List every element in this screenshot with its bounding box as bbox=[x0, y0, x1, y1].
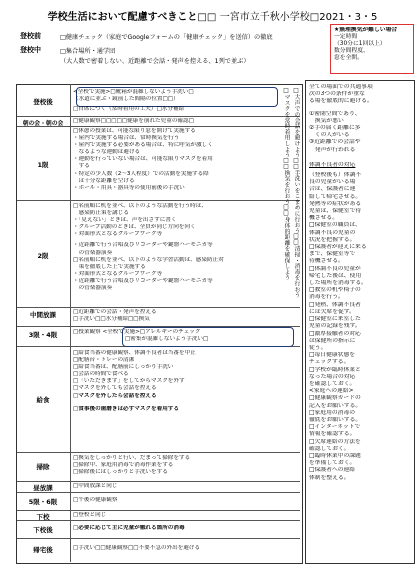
row-divider bbox=[17, 116, 300, 117]
cell-mid-break bbox=[73, 309, 295, 323]
cell-line: □給食当番の健康観察、体調不良者は当番を中止 bbox=[73, 350, 196, 356]
cell-line: の管楽器演奏 bbox=[73, 249, 113, 256]
right-line: チェックする。 bbox=[309, 359, 350, 366]
cell-line: □登校と同じ bbox=[73, 512, 107, 518]
right-line: ②手の届く距離に多 bbox=[309, 125, 361, 132]
cell-period56 bbox=[73, 497, 295, 504]
right-line: 徹底をお願いする。 bbox=[309, 416, 362, 423]
label-period34: 3限・4限 bbox=[28, 331, 58, 339]
right-line: 体調不良の児童の bbox=[309, 229, 356, 236]
label-cleaning: 掃除 bbox=[36, 463, 50, 471]
red-note-line1: 一定時間 bbox=[334, 34, 358, 40]
right-line: 児童の記録を残す。 bbox=[309, 323, 361, 330]
cell-line: ・グループ活動のときは、全員が同じ方向を向く bbox=[73, 224, 196, 231]
right-line: □毎日健康状態を bbox=[309, 352, 356, 359]
right-line: ③近距離での会話や bbox=[309, 139, 361, 146]
title-main: 学校生活において配慮すべきこと□□ bbox=[47, 12, 217, 23]
right-line: □欠席連絡の方法を bbox=[309, 438, 361, 445]
row-divider bbox=[17, 492, 300, 493]
cell-line: □手洗い□□健康観察□□不要不急の外出を避ける bbox=[73, 545, 201, 551]
right-line: □臨時休業中の課題 bbox=[309, 452, 361, 459]
cell-morning bbox=[73, 118, 293, 125]
right-line: □家庭用の消毒の bbox=[309, 409, 356, 416]
right-line: □学校が臨時休業と bbox=[309, 366, 361, 373]
right-line: 体制を整える。 bbox=[309, 474, 350, 481]
cell-going-home bbox=[73, 525, 295, 532]
cell-line: □食事後の歯磨きは必ずマスクを着用する bbox=[73, 405, 179, 412]
cell-line: □密集が混雑しないよう手洗い□ bbox=[125, 336, 209, 343]
cell-line: は十分な距離を空ける bbox=[73, 177, 135, 184]
cell-line: □授業観察 <全校で実施>□アレルギーのチェック bbox=[73, 329, 201, 335]
cell-line: □近距離での会話・発声を控える bbox=[73, 309, 157, 315]
right-column-content bbox=[309, 84, 411, 482]
row-divider bbox=[17, 538, 300, 539]
cell-line: ・近距離で行う合唱及びリコーダーや鍵盤ハーモニカ等 bbox=[73, 277, 213, 284]
right-line: <家庭への連絡> bbox=[309, 388, 354, 395]
pre-school-text: □健康チェック（家庭でGoogleフォームの「健康チェック」を送信）の徹底 bbox=[60, 34, 273, 41]
right-line: を準備しておく。 bbox=[309, 460, 356, 467]
cell-line: ・屋内で実施する場合は、常時換気を行う bbox=[73, 135, 180, 142]
right-line: 発声が行われる bbox=[309, 146, 356, 153]
row-divider bbox=[17, 510, 300, 511]
cell-line: ・近距離で行う合唱及びリコーダーや鍵盤ハーモニカ等 bbox=[73, 242, 213, 249]
right-line: 次の3つの条件が重な bbox=[309, 91, 365, 98]
cell-recess bbox=[73, 483, 295, 490]
right-line: 換気が悪い bbox=[309, 117, 344, 124]
right-line: 合は、保護者に連 bbox=[309, 186, 356, 193]
cell-period2 bbox=[73, 203, 295, 292]
right-line: 発熱等の症状がある bbox=[309, 200, 362, 207]
row-divider bbox=[17, 452, 300, 453]
cell-line: （水道に並ぶ・鏡前した間隔の位置□□） bbox=[73, 96, 179, 103]
label-mid-break: 中間放課 bbox=[30, 311, 56, 319]
row-divider bbox=[17, 481, 300, 482]
right-line: □保護者への連絡 bbox=[309, 467, 356, 474]
right-line: 良の児童がいる場 bbox=[309, 179, 356, 186]
right-line: □健康観察カードの bbox=[309, 395, 361, 402]
right-line: □保護者が迎えに来る bbox=[309, 244, 367, 251]
right-line: □体調不良の児童が bbox=[309, 265, 361, 272]
right-line: は保健所の指示に bbox=[309, 337, 356, 344]
right-line: □インターネットで bbox=[309, 424, 361, 431]
right-line: 従う。 bbox=[309, 344, 327, 351]
cell-line: ・「見えない」ときは、声を出さずに書く bbox=[73, 217, 177, 224]
cell-line: □給食当番は、配膳前にしっかり手洗い bbox=[73, 364, 174, 371]
label-tokoji: 登校後 bbox=[33, 98, 53, 106]
right-line: □保健室の職員は、 bbox=[309, 222, 361, 229]
right-line: □発熱、体調不良者 bbox=[309, 301, 361, 308]
title-school-date: 一宮市立千秋小学校□2021・3・5 bbox=[219, 12, 378, 23]
on-way-note: （大人数で密着しない、近距離で会話・発声を控える、1列で並ぶ） bbox=[60, 58, 250, 65]
cell-line: □午後の健康観察 bbox=[73, 497, 118, 503]
cell-line: □手洗い□□水分補給□□換気 bbox=[73, 316, 150, 323]
row-divider bbox=[17, 200, 300, 201]
cell-line: □掃除中、家庭用消毒で消毒作業をする bbox=[73, 462, 174, 469]
right-line: 待機させる。 bbox=[309, 258, 344, 265]
cell-line: の管楽器演奏 bbox=[73, 285, 113, 292]
cell-line: □必要に応じて主に児童が触れる箇所の消毒 bbox=[73, 525, 185, 531]
right-line: 確認しておく。 bbox=[309, 445, 350, 452]
row-divider bbox=[17, 307, 300, 308]
right-line: る場を徹底的に避ける。 bbox=[309, 98, 373, 105]
pre-school-label: 登校前 bbox=[20, 32, 41, 40]
red-note-box bbox=[330, 24, 414, 74]
cell-line: □休憩の授業は、可能な限り窓を開けて実施する bbox=[73, 128, 196, 134]
right-line: した場所を消毒する。 bbox=[309, 280, 367, 287]
right-line: を確認しておく。 bbox=[309, 380, 356, 387]
cell-line: □マスクを外しても会話を控える bbox=[73, 385, 157, 392]
on-way-label: 登校中 bbox=[20, 46, 41, 54]
right-line: には欠席を促す。 bbox=[309, 308, 355, 315]
right-line: 絡して帰宅させる。 bbox=[309, 193, 362, 200]
label-lunch: 給食 bbox=[36, 396, 50, 404]
on-way-text: □集合場所・通学団 bbox=[60, 48, 116, 55]
red-note-line4: 窓を全開。 bbox=[334, 55, 363, 61]
cell-line: 感染防止策を講じる bbox=[73, 210, 129, 217]
cell-line: 策を徹底した上で実施する bbox=[73, 263, 146, 270]
cell-line: ・ボール・用具・器具等の使用前後の手洗い bbox=[73, 184, 185, 191]
cell-period1 bbox=[73, 128, 295, 192]
right-line: □濃厚接触者の対応 bbox=[309, 330, 361, 337]
label-period56: 5限・6限 bbox=[28, 498, 58, 506]
cell-gezaka bbox=[73, 512, 295, 519]
cell-cleaning bbox=[73, 455, 295, 476]
right-line: くの人がいる bbox=[309, 132, 350, 139]
right-line: なった場合の対応 bbox=[309, 373, 356, 380]
right-line: ①密閉空間であり、 bbox=[309, 110, 361, 117]
right-line: 帰宅した後は、使用 bbox=[309, 272, 362, 279]
label-morning: 朝の会・朝の会 bbox=[22, 121, 64, 127]
cell-line: ・屋内で実施する必要がある場合は、特に呼気が激しく bbox=[73, 142, 213, 149]
right-line: □保健室に来室した bbox=[309, 316, 361, 323]
cell-lunch bbox=[73, 350, 295, 413]
label-period1: 1限 bbox=[37, 161, 49, 169]
label-going-home: 下校後 bbox=[33, 526, 53, 534]
cell-line: □掃除後にはしっかりと手洗いをする bbox=[73, 469, 168, 476]
right-line: 記入をお願いする。 bbox=[309, 402, 362, 409]
right-line: （登校後も）体調不 bbox=[309, 172, 362, 179]
cell-line: する bbox=[73, 163, 90, 170]
right-line: 機させる。 bbox=[309, 215, 338, 222]
cell-line: <全校で実施>□靴箱が混雑しないよう手洗い□ bbox=[73, 89, 194, 95]
vertical-note-1: □マスクを常時着用しよう□□換気を行おう□□身体的距離を確保しよう bbox=[283, 88, 289, 281]
cell-after-home bbox=[73, 545, 295, 552]
vertical-note-2: □大声での会話を避けよう□□手洗いをこまめに行おう□□清掃・消毒を行おう bbox=[293, 88, 299, 298]
page-title bbox=[10, 8, 415, 23]
right-line: 体調不良者の対応 bbox=[309, 161, 356, 168]
cell-line: ・対面形式となるグループワーク等 bbox=[73, 231, 163, 238]
label-recess: 昼放課 bbox=[33, 484, 53, 492]
red-note-line3: 数分間程度、 bbox=[334, 48, 369, 54]
cell-line: □「いただきます」をしてからマスクを外す bbox=[73, 378, 185, 385]
cell-line: □会話の時間で食べる bbox=[73, 371, 129, 378]
cell-line: □健康観察□□□□□健康を崩れた児童の確認□ bbox=[73, 118, 194, 124]
cell-line: □マスクを外したら会話を控える bbox=[73, 392, 157, 399]
cell-tokoji bbox=[73, 89, 293, 113]
red-note-line2: （30分に1回以上） bbox=[334, 41, 386, 47]
right-line: 状況を把握する。 bbox=[309, 236, 356, 243]
label-gezaka: 下校 bbox=[36, 513, 50, 521]
cell-line: □中間放課と同じ bbox=[73, 483, 118, 489]
label-after-home: 帰宅後 bbox=[33, 546, 53, 554]
right-line: 児童は、保健室で待 bbox=[309, 208, 362, 215]
cell-line: ・特定の少人数（2～3人程度）での活動を実施する際 bbox=[73, 170, 209, 177]
cell-period34 bbox=[73, 329, 295, 343]
right-line: □教室の机や椅子の bbox=[309, 287, 361, 294]
right-line: まで、保健室等で bbox=[309, 251, 356, 258]
cell-line: ・対面形式となるグループワーク等 bbox=[73, 270, 163, 277]
cell-line: □配膳台・トレーの清潔 bbox=[73, 357, 135, 364]
right-line: 全ての場面での共通事項 bbox=[309, 84, 373, 90]
cell-line: □換気をしっかりと行い、だまって掃除をする bbox=[73, 455, 191, 461]
table-divider bbox=[70, 84, 71, 562]
red-note-title: ★無理換気が難しい場合 bbox=[334, 27, 398, 33]
cell-line: □名前順に机を並べ、以下のような活動を行う時は、 bbox=[73, 203, 207, 209]
label-period2: 2限 bbox=[37, 252, 49, 260]
right-line: 情報を確認する。 bbox=[309, 431, 356, 438]
cell-line: □名前順に机を並べ、以下のような学習活動は、感染防止対 bbox=[73, 256, 224, 263]
cell-line: ・運動を行っていない場合は、可能な限りマスクを着用 bbox=[73, 156, 213, 163]
cell-line: □自席につく（常時着用の工夫）□水分補給 bbox=[73, 106, 185, 113]
right-line: 消毒を行う。 bbox=[309, 294, 344, 301]
cell-line: なるような運動は避ける bbox=[73, 149, 141, 156]
